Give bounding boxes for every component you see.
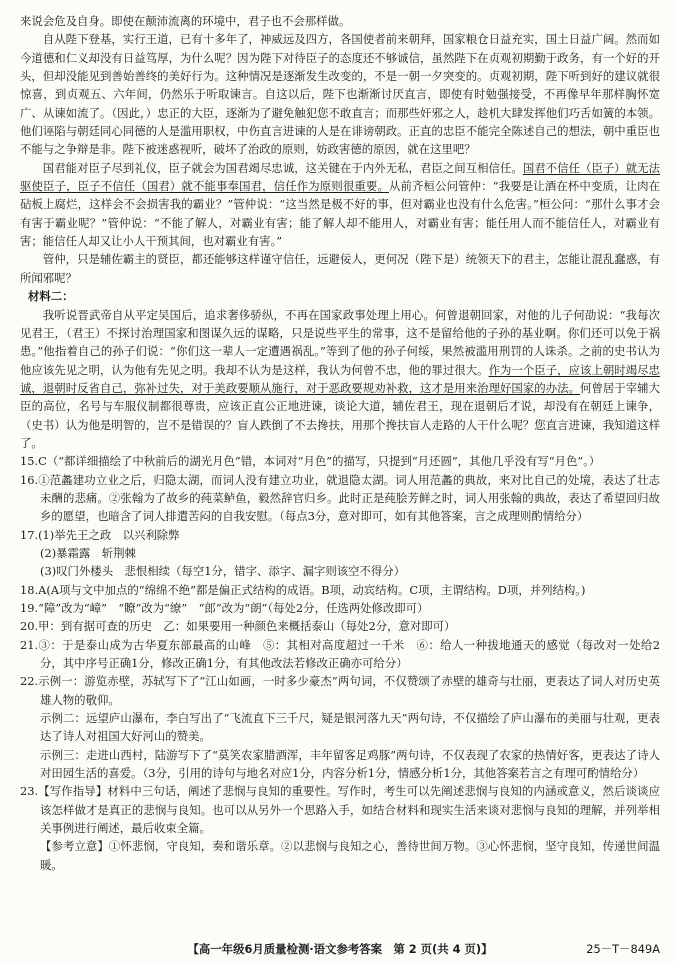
answer-19: 19.“障”改为“嶂” “瞭”改为“缭” “郎”改为“朗”（每处2分，任选两处修改即可） <box>20 601 429 615</box>
answer-16: 16.①范蠡建功立业之后，归隐太湖，而词人没有建立功业，就退隐太湖。词人用范蠡的典故，来对比自己的处境，表达了壮志未酬的悲痛。②张翰为了故乡的莼菜鲈鱼，毅然辞官归乡。此时正是莼脍芳鲜之时，词人用张翰的典故，表达了希望回归故乡的愿望，也暗含了词人排遣苦闷的自我安慰。（每点3分，意对即可，如有其他答案，言之成理则酌情给分） <box>20 472 660 524</box>
material2-paragraph-1-lead: 我听说晋武帝自从平定吴国后，追求奢侈骄纵，不再在国家政事处理上用心。何曾退朝回家，对他的儿子何劭说：“我每次见君王，（君王）不探讨治理国家和图谋久远的谋略，只是说些平生的常事，这不是留给他的子孙的基业啊。你们还可以免于祸患。”他指着自己的孙子们说：“你们这一辈人一定遭遇祸乱。”等到了他的孙子何绥，果然被滥用刑罚的人诛杀。之前的史书认为他应该先见之明，认为他有先见之明。我却不认为是这样，我认为何曾不忠，他的罪过很大。 <box>20 307 660 377</box>
material1-paragraph-2: 自从陛下登基，实行王道，已有十多年了，神威远及四方，各国使者前来朝拜，国家粮仓日益充实，国土日益广阔。然而如今道德和仁义却没有日益笃厚，为什么呢？因为陛下对待臣子的态度还不够诚信，虽然陛下在贞观初期勤于政务，有一个好的开头，但却没能见到善始善终的美好行为。这种情况是逐渐发生改变的，不是一朝一夕突变的。贞观初期，陛下听到好的建议就很惊喜，到贞观五、六年间，仍然乐于听取谏言。自这以后，陛下也渐渐讨厌直言，即使有时勉强接受，不再像早年那样胸怀宽广、从谏如流了。（因此，）忠正的大臣，逐渐为了避免触犯您不敢直言；而那些奸邪之人，趁机大肆发挥他们巧舌如簧的本领。他们诬陷与朝廷同心同德的人是滥用职权，中伤直言进谏的人是在诽谤朝政。正直的忠臣不能完全陈述自己的想法，朝中重臣也不能与之争辩是非。陛下被迷惑视听，破坏了治政的原则，妨政害德的原因，就在这里吧？ <box>20 32 660 157</box>
material2-heading: 材料二： <box>28 289 74 304</box>
material2-paragraph-1 <box>20 306 660 453</box>
answer-17-1: 17.(1)举先王之政 以兴利除弊 <box>20 527 180 542</box>
answer-document <box>20 12 660 874</box>
answer-22-example-1: 22.示例一：游览赤壁，苏轼写下了“江山如画，一时多少豪杰”两句词，不仅赞颂了赤壁的雄奇与壮丽，更表达了词人对历史英雄人物的敬仰。 <box>20 674 660 707</box>
material1-paragraph-3-rest: 从前齐桓公问管仲：“我要是让酒在杯中变质，让肉在砧板上腐烂，这样会不会损害我的霸业？”管仲说：“这当然是极不好的事，但对霸业也没有什么危害。”桓公问：“那什么事才会有害于霸业呢？”管仲说：“不能了解人，对霸业有害；能了解人却不能用人，对霸业有害；能任用人而不能信任人，对霸业有害；能信任人却又让小人干预其间，也对霸业有害。” <box>20 179 660 249</box>
answer-21: 21.③：于是泰山成为古华夏东部最高的山峰 ⑤：其相对高度超过一千米 ⑥：给人一种拔地通天的感觉（每改对一处给2分，其中序号正确1分，修改正确1分，有其他改法若修改正确亦可给分） <box>20 637 660 671</box>
answer-17-2: (2)暴霜露 斩荆棘 <box>40 545 136 560</box>
answer-20: 20.甲：到有据可查的历史 乙：如果要用一种颜色来概括泰山（每处2分，意对即可） <box>20 619 456 634</box>
material1-paragraph-3-lead: 国君能对臣子尽到礼仪，臣子就会为国君竭尽忠诚，这关键在于内外无私，君臣之间互相信任。 <box>42 160 523 175</box>
footer-title: 【高一年级6月质量检测·语文参考答案 第 2 页(共 4 页)】 <box>187 942 493 956</box>
material2-paragraph-1-rest: 何曾居于宰辅大臣的高位，名号与车服仪制都很尊贵，应该正直公正地进谏，谈论大道，辅佐君王，现在退朝后才说，却没有在朝廷上谏争，（史书）认为他是明智的，岂不是错误的？盲人跌倒了不去搀扶，用那个搀扶盲人走路的人干什么呢？您直言进谏，我知道这样了。 <box>20 380 660 450</box>
footer-code: 25－T－849A <box>586 942 660 956</box>
answer-22-example-2: 示例二：远望庐山瀑布，李白写出了“飞流直下三千尺，疑是银河落九天”两句诗，不仅描绘了庐山瀑布的美丽与壮观，更表达了诗人对祖国大好河山的赞美。 <box>40 711 660 744</box>
answer-17-3: (3)叹门外楼头 悲恨相续（每空1分，错字、添字、漏字则该空不得分） <box>40 564 406 579</box>
answer-23-reference-theme: 【参考立意】①怀悲悯，守良知，奏和谐乐章。②以悲悯与良知之心，善待世间万物。③心怀悲悯，坚守良知，传递世间温暖。 <box>40 839 660 872</box>
material1-paragraph-1: 来说会危及自身。即使在颠沛流离的环境中，君子也不会那样做。 <box>20 14 351 28</box>
underlined-key-sentence: 国君不信任（臣子）就无法驱使臣子，臣子不信任（国君）就不能事奉国君，信任作为原则很重要。 <box>20 160 660 194</box>
underlined-key-sentence: 作为一个臣子，应该上朝时竭尽忠诚，退朝时反省自己，弥补过失，对于美政要顺从施行，对于恶政要规劝补救，这才是用来治理好国家的办法。 <box>20 362 660 395</box>
page-footer <box>20 940 660 958</box>
answer-18: 18.A(A项与文中加点的“绵绵不绝”都是偏正式结构的成语。B项，动宾结构。C项，主谓结构。D项，并列结构。) <box>20 582 586 597</box>
material1-paragraph-4: 管仲，只是辅佐霸主的贤臣，都还能够这样谨守信任，远避佞人，更何况（陛下是）统领天下的君主，怎能让混乱蠢惑，有所闻邪呢？ <box>20 252 660 285</box>
answer-15: 15.C（“都详细描绘了中秋前后的湖光月色”错，本词对“月色”的描写，只提到“月还圆”，其他几乎没有写“月色”。） <box>20 454 601 469</box>
answer-23-writing-guide: 23.【写作指导】材料中三句话，阐述了悲悯与良知的重要性。写作时，考生可以先阐述悲悯与良知的内涵或意义，然后谈谈应该怎样做才是真正的悲悯与良知。也可以从另外一个思路入手，如结合材料和现实生活来谈对悲悯与良知的理解，并列举相关事例进行阐述，最后收束全篇。 <box>20 784 660 836</box>
answer-22-example-3: 示例三：走进山西村，陆游写下了“莫笑农家腊酒浑，丰年留客足鸡豚”两句诗，不仅表现了农家的热情好客，更表达了诗人对田园生活的喜爱。（3分，引用的诗句与地名对应1分，内容分析1分，情感分析1分，其他答案若言之有理可酌情给分） <box>40 747 660 781</box>
material1-paragraph-3 <box>20 159 660 251</box>
